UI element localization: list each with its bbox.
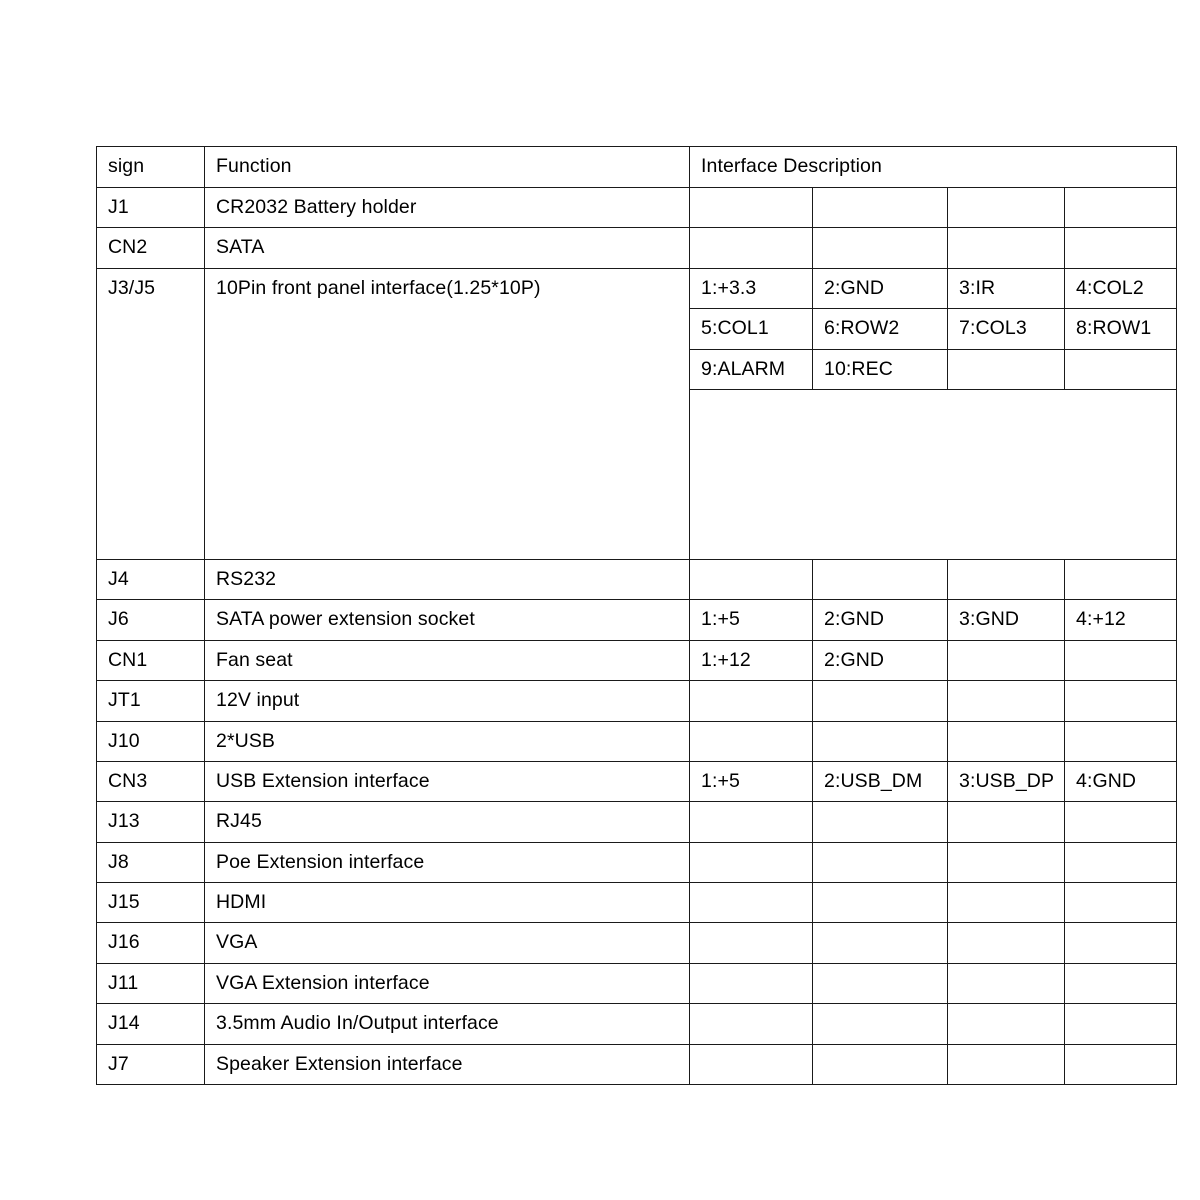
row-pin-2: 2:GND (813, 640, 948, 680)
table-row (97, 1044, 1177, 1084)
row-pin-4 (1065, 1004, 1177, 1044)
table-header-row (97, 147, 1177, 188)
table-row (97, 681, 1177, 721)
row-pin-1 (690, 883, 813, 923)
table-row (97, 923, 1177, 963)
row-pin-2 (813, 188, 948, 228)
row-pin-2 (813, 842, 948, 882)
row-pin-3 (948, 842, 1065, 882)
table-row (97, 721, 1177, 761)
row-function: 2*USB (205, 721, 690, 761)
row-pin-1 (690, 721, 813, 761)
row-function: Poe Extension interface (205, 842, 690, 882)
row-pin-4: 4:GND (1065, 761, 1177, 801)
row-sign: J6 (97, 600, 205, 640)
row-sign: J3/J5 (97, 268, 205, 559)
row-pin-4 (1065, 802, 1177, 842)
row-function: 3.5mm Audio In/Output interface (205, 1004, 690, 1044)
row-pin-4 (1065, 721, 1177, 761)
row-pin-2 (813, 681, 948, 721)
row-pin-1 (690, 1004, 813, 1044)
table-row (97, 802, 1177, 842)
header-function: Function (205, 147, 690, 188)
row-sign: J7 (97, 1044, 205, 1084)
row-pin-1 (690, 963, 813, 1003)
table-row (97, 883, 1177, 923)
row-pin-1 (690, 923, 813, 963)
row-pin-1 (690, 802, 813, 842)
interface-spec-table (96, 146, 1177, 1085)
row-pin-2 (813, 228, 948, 268)
row-sign: J11 (97, 963, 205, 1003)
row-function: VGA (205, 923, 690, 963)
row-sign: J14 (97, 1004, 205, 1044)
pin-cell: 3:IR (948, 268, 1065, 308)
row-function: USB Extension interface (205, 761, 690, 801)
row-pin-3 (948, 640, 1065, 680)
row-pin-2: 2:GND (813, 600, 948, 640)
table-row (97, 268, 1177, 308)
row-function: RJ45 (205, 802, 690, 842)
row-function: CR2032 Battery holder (205, 188, 690, 228)
row-pin-1 (690, 559, 813, 599)
row-pin-3 (948, 963, 1065, 1003)
row-pin-3 (948, 802, 1065, 842)
row-sign: J16 (97, 923, 205, 963)
row-sign: CN2 (97, 228, 205, 268)
row-pin-1 (690, 842, 813, 882)
row-function: Speaker Extension interface (205, 1044, 690, 1084)
row-sign: J1 (97, 188, 205, 228)
row-pin-4: 4:+12 (1065, 600, 1177, 640)
row-function: HDMI (205, 883, 690, 923)
row-pin-3 (948, 1044, 1065, 1084)
row-pin-2 (813, 1044, 948, 1084)
row-function: 12V input (205, 681, 690, 721)
row-pin-3 (948, 681, 1065, 721)
row-pin-4 (1065, 188, 1177, 228)
header-interface-description: Interface Description (690, 147, 1177, 188)
row-pin-1: 1:+5 (690, 761, 813, 801)
pin-cell: 7:COL3 (948, 309, 1065, 349)
row-pin-4 (1065, 559, 1177, 599)
row-pin-4 (1065, 883, 1177, 923)
pin-cell: 10:REC (813, 349, 948, 389)
row-function: SATA (205, 228, 690, 268)
row-function: RS232 (205, 559, 690, 599)
row-pin-3 (948, 721, 1065, 761)
row-function: SATA power extension socket (205, 600, 690, 640)
row-sign: J8 (97, 842, 205, 882)
row-pin-4 (1065, 228, 1177, 268)
pin-cell: 5:COL1 (690, 309, 813, 349)
row-sign: J4 (97, 559, 205, 599)
row-pin-1 (690, 1044, 813, 1084)
row-pin-1: 1:+12 (690, 640, 813, 680)
row-pin-4 (1065, 681, 1177, 721)
pin-cell: 6:ROW2 (813, 309, 948, 349)
pin-cell (948, 349, 1065, 389)
pin-cell: 2:GND (813, 268, 948, 308)
row-pin-3 (948, 883, 1065, 923)
row-pin-2 (813, 923, 948, 963)
table-row (97, 640, 1177, 680)
table-row (97, 1004, 1177, 1044)
row-sign: CN3 (97, 761, 205, 801)
pin-cell-empty (690, 389, 1177, 559)
row-pin-3 (948, 228, 1065, 268)
pin-cell: 1:+3.3 (690, 268, 813, 308)
header-sign: sign (97, 147, 205, 188)
row-function: 10Pin front panel interface(1.25*10P) (205, 268, 690, 559)
pin-cell: 9:ALARM (690, 349, 813, 389)
row-pin-4 (1065, 963, 1177, 1003)
row-pin-2 (813, 559, 948, 599)
row-pin-1: 1:+5 (690, 600, 813, 640)
row-pin-1 (690, 228, 813, 268)
row-pin-4 (1065, 842, 1177, 882)
row-pin-2 (813, 883, 948, 923)
pin-cell: 4:COL2 (1065, 268, 1177, 308)
row-pin-4 (1065, 640, 1177, 680)
row-sign: J10 (97, 721, 205, 761)
table-row (97, 600, 1177, 640)
row-pin-4 (1065, 923, 1177, 963)
table-row (97, 842, 1177, 882)
row-pin-3 (948, 923, 1065, 963)
row-pin-2 (813, 963, 948, 1003)
row-pin-3: 3:GND (948, 600, 1065, 640)
table-row (97, 228, 1177, 268)
spec-table-container (96, 146, 1176, 1085)
row-function: Fan seat (205, 640, 690, 680)
pin-cell: 8:ROW1 (1065, 309, 1177, 349)
row-pin-2: 2:USB_DM (813, 761, 948, 801)
row-pin-2 (813, 1004, 948, 1044)
row-pin-3 (948, 1004, 1065, 1044)
row-sign: J15 (97, 883, 205, 923)
row-pin-1 (690, 188, 813, 228)
table-row (97, 188, 1177, 228)
row-pin-2 (813, 721, 948, 761)
row-pin-3 (948, 559, 1065, 599)
row-pin-4 (1065, 1044, 1177, 1084)
row-sign: J13 (97, 802, 205, 842)
row-pin-3: 3:USB_DP (948, 761, 1065, 801)
row-pin-2 (813, 802, 948, 842)
row-sign: JT1 (97, 681, 205, 721)
row-sign: CN1 (97, 640, 205, 680)
table-row (97, 963, 1177, 1003)
row-pin-1 (690, 681, 813, 721)
pin-cell (1065, 349, 1177, 389)
row-function: VGA Extension interface (205, 963, 690, 1003)
row-pin-3 (948, 188, 1065, 228)
table-row (97, 761, 1177, 801)
table-row (97, 559, 1177, 599)
